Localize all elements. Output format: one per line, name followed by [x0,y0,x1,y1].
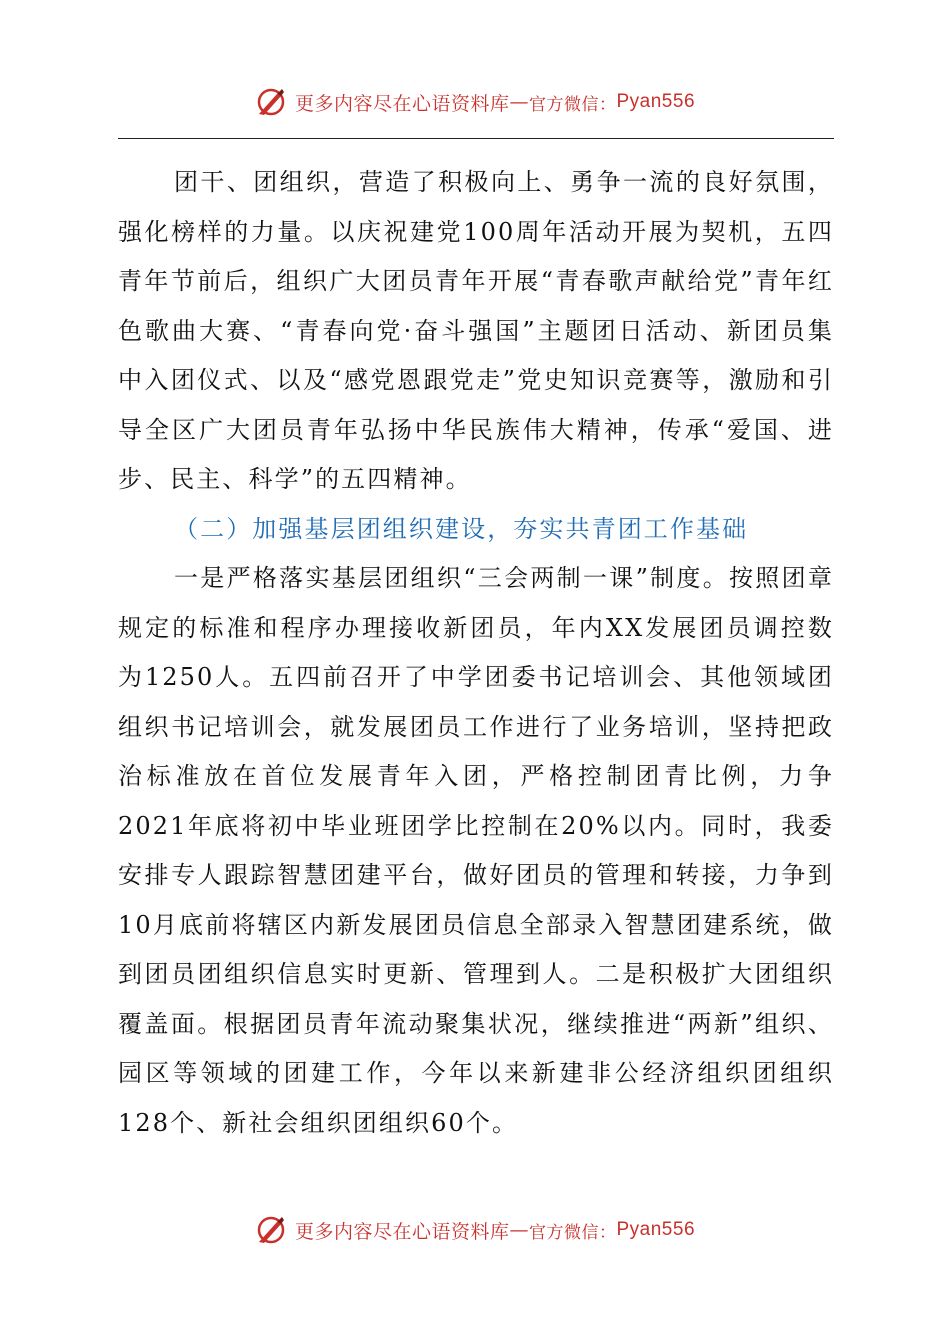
banner-official-text: 官方微信： [529,1222,617,1243]
body-paragraph-2: 一是严格落实基层团组织“三会两制一课”制度。按照团章规定的标准和程序办理接收新团员，年内XX发展团员调控数为1250人。五四前召开了中学团委书记培训会、其他领域团组织书记培训会，就发展团员工作进行了业务培训，坚持把政治标准放在首位发展青年入团，严格控制团青比例，力争2021年底将初中毕业班团学比控制在20%以内。同时，我委安排专人跟踪智慧团建平台，做好团员的管理和转接，力争到10月底前将辖区内新发展团员信息全部录入智慧团建系统，做到团员团组织信息实时更新、管理到人。二是积极扩大团组织覆盖面。根据团员青年流动聚集状况，继续推进“两新”组织、园区等领域的团建工作，今年以来新建非公经济组织团组织128个、新社会组织团组织60个。 [118,564,834,1137]
banner-site-text: 更多内容尽在心语资料库 [294,1220,510,1243]
body-paragraph-1: 团干、团组织，营造了积极向上、勇争一流的良好氛围，强化榜样的力量。以庆祝建党100周年活动开展为契机，五四青年节前后，组织广大团员青年开展“青春歌声献给党”青年红色歌曲大赛、“青春向党·奋斗强国”主题团日活动、新团员集中入团仪式、以及“感党恩跟党走”党史知识竞赛等，激励和引导全区广大团员青年弘扬中华民族伟大精神，传承“爱国、进步、民主、科学”的五四精神。 [118,168,834,493]
banner-wechat-id: Pyan556 [616,1219,696,1240]
banner-official-text: 官方微信： [529,94,617,115]
banner-wechat-id: Pyan556 [616,91,696,112]
banner-site-text: 更多内容尽在心语资料库 [294,92,510,115]
section-heading: （二）加强基层团组织建设，夯实共青团工作基础 [174,514,749,543]
document-body [118,158,834,1148]
header-divider [118,138,834,139]
header-banner [0,82,950,122]
pen-circle-logo-icon [255,86,287,118]
pen-circle-logo-icon [255,1214,287,1246]
footer-banner [0,1210,950,1250]
banner-dash: — [509,1219,529,1241]
banner-dash: — [509,91,529,113]
